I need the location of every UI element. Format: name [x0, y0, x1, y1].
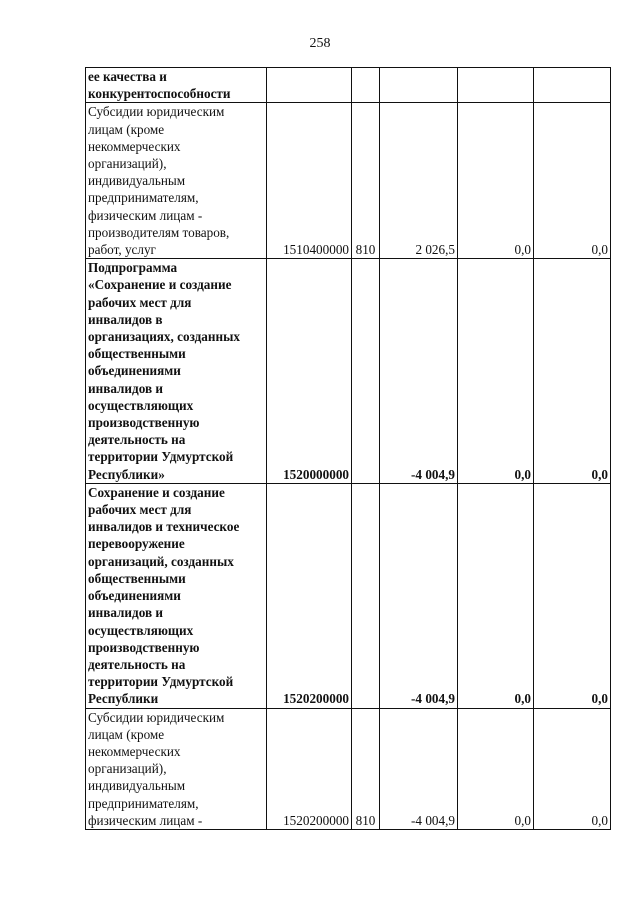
- row-name-cell: [86, 483, 267, 708]
- expense-type-code: [352, 483, 380, 708]
- amount-year-2: 0,0: [458, 708, 534, 829]
- row-name: Субсидии юридическим лицам (кроме некоммерческих организаций), индивидуальным предпринимателям, физическим лицам -: [88, 709, 225, 828]
- row-name-cell: [86, 259, 267, 484]
- table-row: [86, 708, 611, 829]
- expense-type-code: 810: [352, 708, 380, 829]
- amount-year-1: -4 004,9: [380, 483, 458, 708]
- row-name: Подпрограмма «Сохранение и создание рабочих мест для инвалидов в организациях, созданных общественными объединениями инвалидов и осуществляющих производственную деятельность на территории Удмуртской Республики»: [88, 260, 240, 482]
- target-article-code: 1520000000: [267, 259, 352, 484]
- row-name: Субсидии юридическим лицам (кроме некоммерческих организаций), индивидуальным предпринимателям, физическим лицам - производителям товаров, работ, услуг: [88, 104, 230, 258]
- amount-year-3: 0,0: [534, 259, 611, 484]
- row-name-cell: [86, 68, 267, 103]
- amount-year-1: 2 026,5: [380, 103, 458, 259]
- amount-year-2: 0,0: [458, 103, 534, 259]
- target-article-code: 1520200000: [267, 483, 352, 708]
- target-article-code: [267, 68, 352, 103]
- budget-table: [85, 67, 611, 830]
- amount-year-2: 0,0: [458, 259, 534, 484]
- amount-year-1: -4 004,9: [380, 259, 458, 484]
- amount-year-2: [458, 68, 534, 103]
- row-name-cell: [86, 708, 267, 829]
- amount-year-1: -4 004,9: [380, 708, 458, 829]
- amount-year-3: [534, 68, 611, 103]
- row-name: Сохранение и создание рабочих мест для инвалидов и техническое перевооружение организаций, созданных общественными объединениями инвалидов и осуществляющих производственную деятельность на территории Удмуртской Республики: [88, 484, 240, 707]
- page-number: 258: [309, 36, 331, 51]
- table-row: [86, 483, 611, 708]
- target-article-code: 1510400000: [267, 103, 352, 259]
- table-row: [86, 259, 611, 484]
- table-row: [86, 68, 611, 103]
- expense-type-code: [352, 68, 380, 103]
- amount-year-1: [380, 68, 458, 103]
- target-article-code: 1520200000: [267, 708, 352, 829]
- row-name: ее качества и конкурентоспособности: [88, 69, 231, 102]
- amount-year-3: 0,0: [534, 103, 611, 259]
- expense-type-code: 810: [352, 103, 380, 259]
- amount-year-2: 0,0: [458, 483, 534, 708]
- expense-type-code: [352, 259, 380, 484]
- amount-year-3: 0,0: [534, 708, 611, 829]
- table-row: [86, 103, 611, 259]
- row-name-cell: [86, 103, 267, 259]
- amount-year-3: 0,0: [534, 483, 611, 708]
